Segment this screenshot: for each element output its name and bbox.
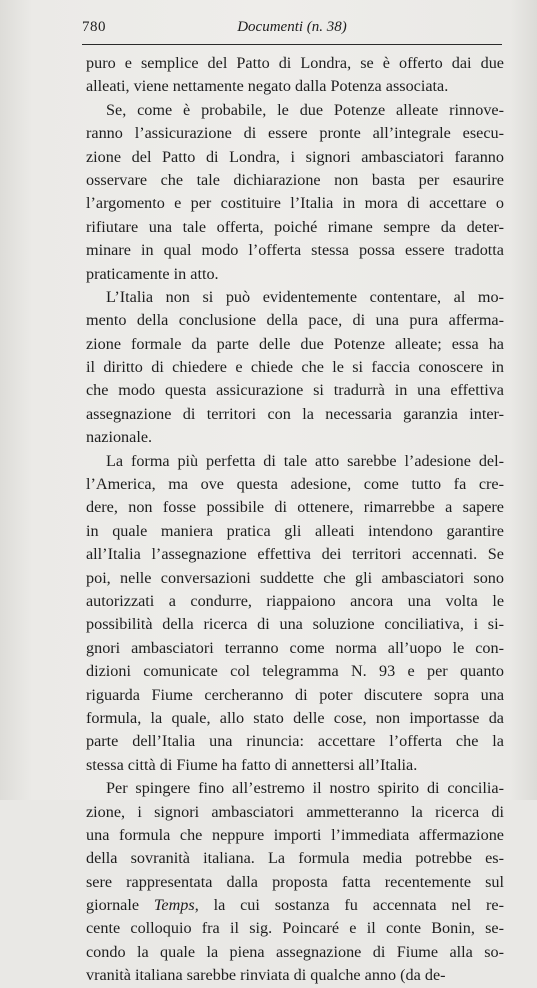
paragraph (86, 286, 504, 450)
text-line: possibilità della ricerca di una soluzione conciliativa, i si- (86, 615, 504, 634)
text-line: Se, come è probabile, le due Potenze alleate rinnove- (106, 100, 504, 119)
text-line: della sovranità italiana. La formula media potrebbe es- (86, 849, 504, 868)
text-line: in quale maniera pratica gli alleati intendono garantire (86, 521, 504, 540)
text-line: che modo questa assicurazione si tradurrà in una effettiva (86, 381, 504, 400)
text-line: il diritto di chiedere e chiede che le si faccia conoscere in (86, 358, 504, 377)
text-line: rifiutare una tale offerta, poiché rimane sempre da deter- (86, 217, 504, 236)
paragraph (86, 450, 504, 777)
text-line: l’America, ma ove questa adesione, come tutto fa cre- (86, 475, 504, 494)
text-line: dizioni comunicate col telegramma N. 93 e per quanto (86, 662, 504, 681)
body-text (86, 52, 504, 988)
text-line: praticamente in atto. (86, 264, 219, 283)
paragraph (86, 99, 504, 286)
text-line: formula, la quale, allo stato delle cose, non importasse da (86, 708, 504, 727)
text-line: zione formale da parte delle due Potenze alleate; essa ha (86, 334, 504, 353)
paragraph (86, 52, 504, 99)
text-line: una formula che neppure importi l’immediata affermazione (86, 825, 504, 844)
text-line: dere, non fosse possibile di ottenere, rimarrebbe a sapere (86, 498, 504, 517)
text-line: giornale Temps, la cui sostanza fu accennata nel re- (86, 896, 504, 915)
running-head: Documenti (n. 38) (237, 19, 347, 35)
text-line: assegnazione di territori con la necessaria garanzia inter- (86, 404, 504, 423)
text-line: l’argomento e per costituire l’Italia in mora di accettare o (86, 194, 504, 213)
text-line: ranno l’assicurazione di essere pronte all’integrale esecu- (86, 124, 504, 143)
text-line: nazionale. (86, 428, 153, 447)
paragraph (86, 777, 504, 988)
text-line: riguarda Fiume cercheranno di poter discutere sopra una (86, 685, 504, 704)
text-line: L’Italia non si può evidentemente contentare, al mo- (106, 287, 504, 306)
text-line: gnori ambasciatori terranno come norma all’uopo le con- (86, 638, 504, 657)
text-line: all’Italia l’assegnazione effettiva dei territori accennati. Se (86, 545, 504, 564)
text-line: Per spingere fino all’estremo il nostro spirito di concilia- (106, 779, 504, 798)
text-line: vranità italiana sarebbe rinviata di qualche anno (da de- (86, 966, 446, 985)
text-line: parte dell’Italia una rinuncia: accettare l’offerta che la (86, 732, 504, 751)
text-line: La forma più perfetta di tale atto sarebbe l’adesione del- (106, 451, 504, 470)
text-line: zione, i signori ambasciatori ammetteranno la ricerca di (86, 802, 504, 821)
text-line: minare in qual modo l’offerta stessa possa essere tradotta (86, 241, 504, 260)
text-line: autorizzati a condurre, riappaiono ancora una volta le (86, 591, 504, 610)
text-line: sere rappresentata dalla proposta fatta recentemente sul (86, 872, 504, 891)
text-line: zione del Patto di Londra, i signori ambasciatori faranno (86, 147, 504, 166)
text-line: puro e semplice del Patto di Londra, se è offerto dai due (86, 54, 504, 72)
text-line: poi, nelle conversazioni suddette che gli ambasciatori sono (86, 568, 504, 587)
page-number: 780 (82, 19, 106, 35)
text-line: alleati, viene nettamente negato dalla Potenza associata. (86, 77, 449, 96)
text-line: cente colloquio fra il sig. Poincaré e il conte Bonin, se- (86, 919, 504, 938)
text-line: condo la quale la piena assegnazione di Fiume alla so- (86, 942, 504, 961)
text-line: osservare che tale dichiarazione non basta per esaurire (86, 170, 504, 189)
text-line: mento della conclusione della pace, di una pura afferma- (86, 311, 504, 330)
page-header (82, 17, 502, 39)
header-rule (82, 44, 502, 45)
text-line: stessa città di Fiume ha fatto di annettersi all’Italia. (86, 755, 418, 774)
